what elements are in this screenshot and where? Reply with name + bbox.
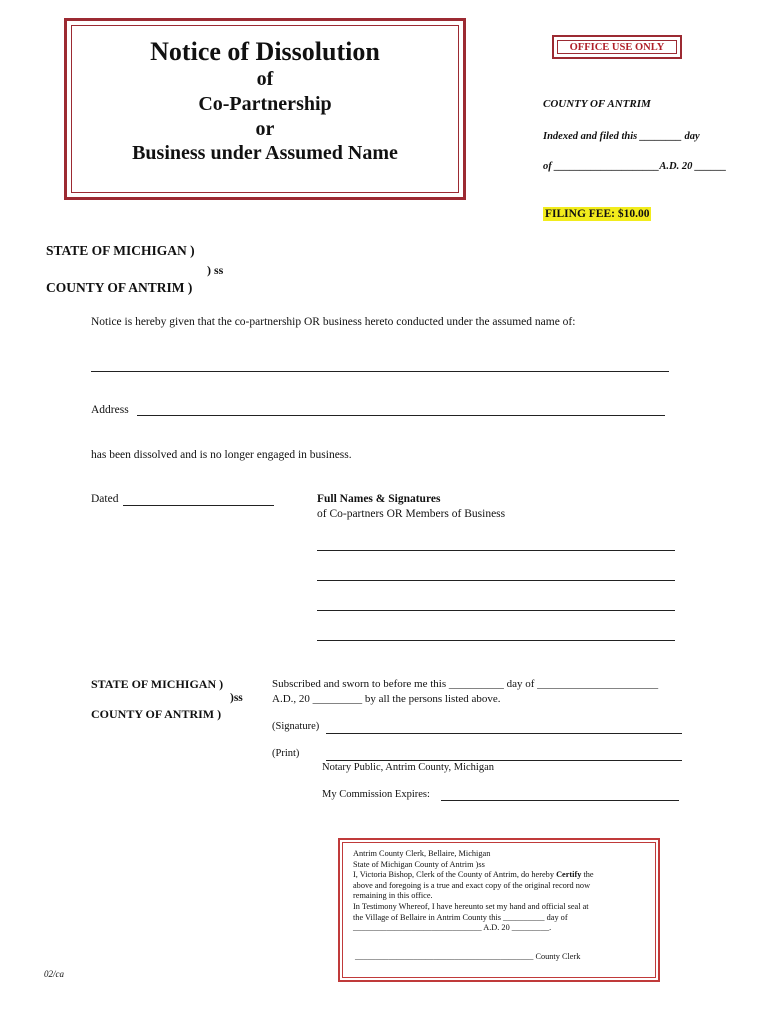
filed-date-line: of ____________________A.D. 20 ______	[543, 161, 727, 172]
commission-label: My Commission Expires:	[322, 789, 430, 800]
title-co-partnership: Co-Partnership	[198, 93, 332, 115]
title-box	[64, 18, 466, 200]
form-code: 02/ca	[44, 969, 64, 979]
venue2-state: STATE OF MICHIGAN )	[91, 677, 224, 691]
assumed-name-field[interactable]	[91, 371, 669, 372]
cert-certify-word: Certify	[556, 870, 582, 880]
cert-line-3a: I, Victoria Bishop, Clerk of the County of Antrim, do hereby	[353, 870, 557, 880]
notary-signature-field[interactable]	[326, 733, 682, 734]
cert-line-3c: the	[581, 870, 594, 880]
signatures-title: Full Names & Signatures	[317, 493, 441, 505]
clerk-certificate-box	[338, 838, 660, 982]
dissolved-text: has been dissolved and is no longer engaged in business.	[91, 449, 352, 461]
notary-public-caption: Notary Public, Antrim County, Michigan	[322, 762, 494, 773]
venue-state: STATE OF MICHIGAN )	[46, 243, 195, 258]
cert-line-1: Antrim County Clerk, Bellaire, Michigan	[353, 849, 491, 858]
cert-line-6: In Testimony Whereof, I have hereunto set my hand and official seal at	[353, 901, 589, 911]
cert-line-2: State of Michigan County of Antrim )ss	[353, 859, 485, 869]
indexed-filed-line: Indexed and filed this ________ day	[543, 131, 700, 142]
venue-ss: ) ss	[207, 263, 224, 277]
print-label: (Print)	[272, 748, 300, 759]
title-of: of	[256, 68, 274, 90]
venue2-county: COUNTY OF ANTRIM )	[91, 707, 222, 721]
county-header: COUNTY OF ANTRIM	[543, 98, 651, 110]
dated-field[interactable]	[123, 505, 274, 506]
venue-county: COUNTY OF ANTRIM )	[46, 280, 193, 295]
cert-line-3	[353, 870, 645, 881]
cert-clerk-signature-line: ___________________________________________ County Clerk	[355, 952, 581, 962]
office-use-box	[552, 35, 682, 59]
subscribed-sworn-line: Subscribed and sworn to before me this __________ day of ______________________	[272, 678, 659, 690]
cert-line-5: remaining in this office.	[353, 891, 433, 901]
form-title: Notice of Dissolution	[150, 37, 380, 66]
venue2-ss: )ss	[230, 692, 243, 704]
signature-line-3[interactable]	[317, 610, 675, 611]
clerk-certificate-text	[342, 842, 656, 978]
filing-fee: FILING FEE: $10.00	[545, 208, 650, 220]
signatures-subtitle: of Co-partners OR Members of Business	[317, 508, 506, 520]
office-use-label: OFFICE USE ONLY	[557, 40, 677, 54]
title-or: or	[255, 118, 275, 140]
signature-label: (Signature)	[272, 721, 320, 732]
cert-line-8: _______________________________ A.D. 20 _________.	[353, 923, 552, 933]
subscribed-year-line: A.D., 20 _________ by all the persons listed above.	[272, 693, 501, 705]
notary-print-field[interactable]	[326, 760, 682, 761]
address-field[interactable]	[137, 415, 665, 416]
signature-line-2[interactable]	[317, 580, 675, 581]
cert-line-7: the Village of Bellaire in Antrim County this __________ day of	[353, 912, 568, 922]
signature-line-4[interactable]	[317, 640, 675, 641]
dated-label: Dated	[91, 493, 119, 505]
title-business-assumed-name: Business under Assumed Name	[132, 142, 398, 164]
notice-text: Notice is hereby given that the co-partnership OR business hereto conducted under the assumed name of:	[91, 316, 576, 328]
signature-line-1[interactable]	[317, 550, 675, 551]
commission-field[interactable]	[441, 800, 679, 801]
address-label: Address	[91, 404, 129, 416]
cert-line-4: above and foregoing is a true and exact copy of the original record now	[353, 880, 591, 890]
